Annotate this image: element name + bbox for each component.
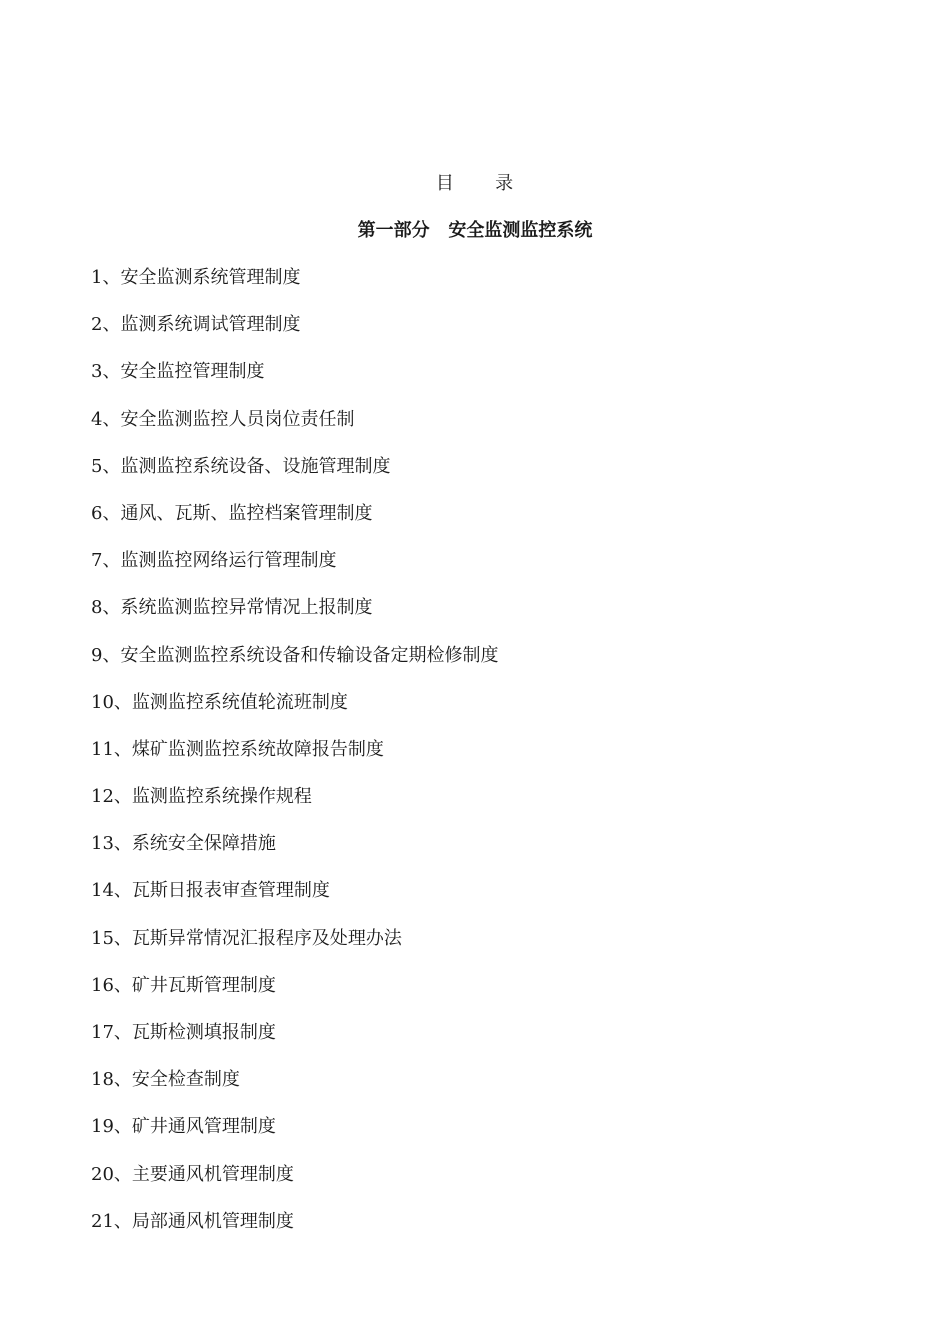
toc-item: 16、矿井瓦斯管理制度 bbox=[91, 974, 276, 996]
toc-item: 5、监测监控系统设备、设施管理制度 bbox=[91, 455, 391, 477]
toc-item: 11、煤矿监测监控系统故障报告制度 bbox=[91, 738, 384, 760]
toc-item: 7、监测监控网络运行管理制度 bbox=[91, 550, 337, 572]
toc-item: 17、瓦斯检测填报制度 bbox=[91, 1022, 276, 1043]
toc-item: 4、安全监测监控人员岗位责任制 bbox=[91, 408, 355, 430]
toc-item: 19、矿井通风管理制度 bbox=[91, 1116, 276, 1138]
toc-item: 10、监测监控系统值轮流班制度 bbox=[91, 691, 348, 713]
toc-item: 12、监测监控系统操作规程 bbox=[91, 786, 312, 808]
page-title: 目 录 bbox=[435, 173, 515, 194]
toc-item: 6、通风、瓦斯、监控档案管理制度 bbox=[91, 502, 373, 524]
toc-item: 15、瓦斯异常情况汇报程序及处理办法 bbox=[91, 927, 402, 949]
toc-item: 1、安全监测系统管理制度 bbox=[91, 267, 301, 288]
toc-item: 21、局部通风机管理制度 bbox=[91, 1210, 294, 1232]
toc-item: 14、瓦斯日报表审查管理制度 bbox=[91, 880, 330, 902]
toc-item: 13、系统安全保障措施 bbox=[91, 833, 276, 855]
section-heading: 第一部分 安全监测监控系统 bbox=[357, 220, 593, 241]
toc-list bbox=[91, 266, 498, 1257]
toc-item: 2、监测系统调试管理制度 bbox=[91, 314, 301, 336]
toc-item: 20、主要通风机管理制度 bbox=[91, 1163, 294, 1185]
toc-item: 3、安全监控管理制度 bbox=[91, 361, 265, 383]
toc-item: 9、安全监测监控系统设备和传输设备定期检修制度 bbox=[91, 644, 499, 666]
toc-item: 8、系统监测监控异常情况上报制度 bbox=[91, 597, 373, 619]
toc-item: 18、安全检查制度 bbox=[91, 1069, 240, 1091]
